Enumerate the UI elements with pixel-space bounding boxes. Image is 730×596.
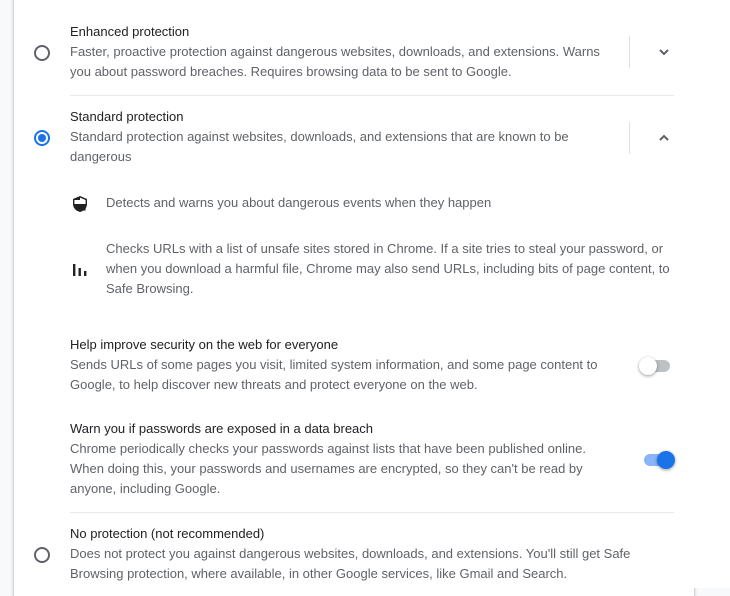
standard-protection-radio[interactable] — [34, 130, 50, 146]
enhanced-protection-title: Enhanced protection — [70, 24, 190, 39]
no-protection-title: No protection (not recommended) — [70, 526, 265, 541]
standard-protection-description: Standard protection against websites, downloads, and extensions that are known to be dangerous — [70, 129, 569, 164]
collapse-standard-button[interactable] — [652, 126, 676, 150]
detail-checks-urls: Checks URLs with a list of unsafe sites stored in Chrome. If a site tries to steal your password, or when you download a harmful file, Chrome may also send URLs, including bits of page content, to Safe Browsing. — [106, 241, 670, 296]
separator — [629, 122, 630, 154]
no-protection-description: Does not protect you against dangerous websites, downloads, and extensions. You'll still get Safe Browsing protection, where available, in other Google services, like Gmail and Search. — [70, 546, 631, 581]
password-breach-description: Chrome periodically checks your passwords against lists that have been published online. When doing this, your passwords and usernames are encrypted, so they can't be read by anyone, including Google. — [70, 441, 586, 496]
separator — [629, 36, 630, 68]
toggle-knob — [639, 357, 657, 375]
chevron-up-icon — [657, 131, 671, 145]
divider — [70, 512, 674, 513]
shield-icon — [72, 195, 88, 213]
password-breach-toggle[interactable] — [641, 450, 675, 470]
chevron-down-icon — [657, 45, 671, 59]
page-background-right — [694, 0, 730, 588]
password-breach-title: Warn you if passwords are exposed in a data breach — [70, 421, 374, 436]
expand-enhanced-button[interactable] — [652, 40, 676, 64]
enhanced-protection-radio[interactable] — [34, 45, 50, 61]
help-improve-security-description: Sends URLs of some pages you visit, limited system information, and some page content to Google, to help discover new threats and protect everyone on the web. — [70, 357, 598, 392]
enhanced-protection-description: Faster, proactive protection against dangerous websites, downloads, and extensions. Warns you about password breaches. Requires browsing data to be sent to Google. — [70, 44, 600, 79]
bar-chart-icon — [72, 262, 88, 276]
toggle-knob — [657, 451, 675, 469]
help-improve-security-title: Help improve security on the web for everyone — [70, 337, 339, 352]
help-improve-security-toggle[interactable] — [639, 356, 673, 376]
standard-protection-title: Standard protection — [70, 109, 184, 124]
no-protection-radio[interactable] — [34, 547, 50, 563]
detail-dangerous-events: Detects and warns you about dangerous events when they happen — [106, 195, 492, 210]
divider — [70, 95, 674, 96]
